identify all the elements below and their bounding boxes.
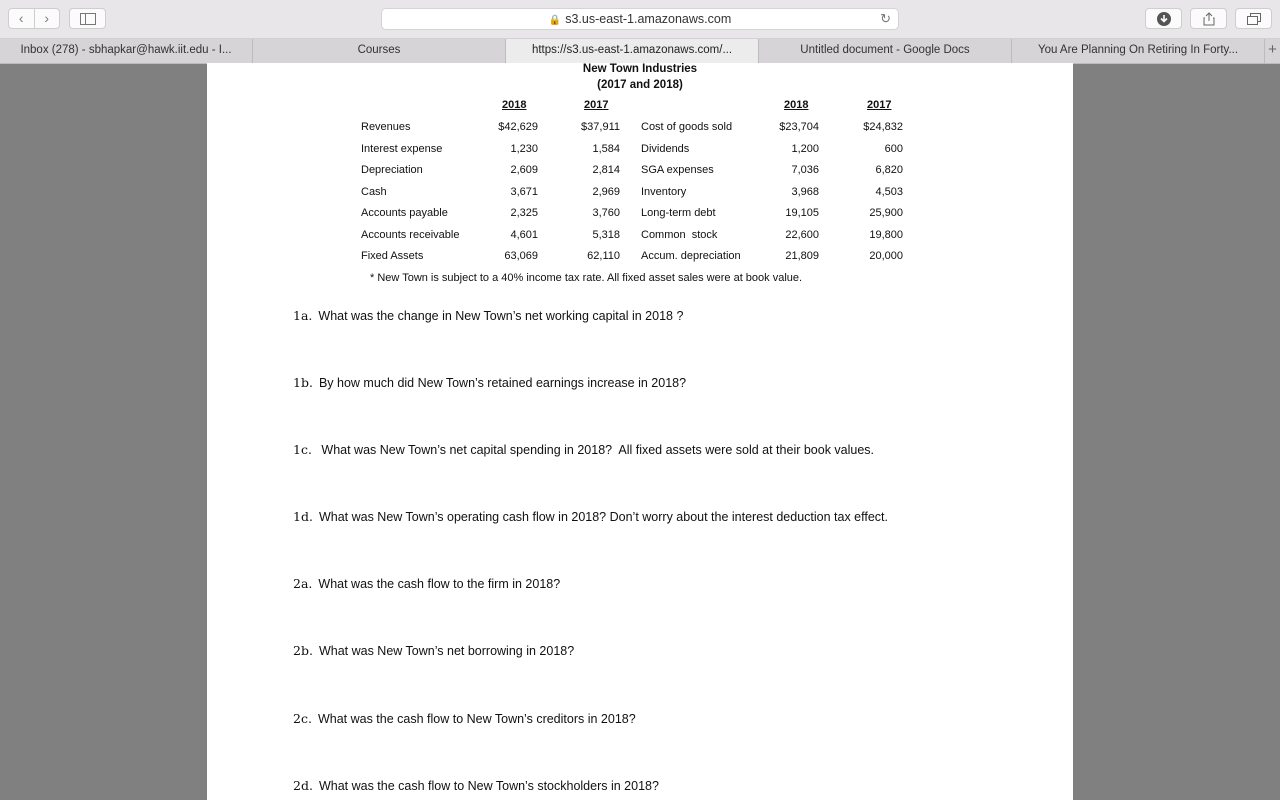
- question-number: 2b.: [293, 643, 313, 658]
- question-number: 1d.: [293, 509, 313, 524]
- question-item: [293, 778, 659, 793]
- tax-note: * New Town is subject to a 40% income tax rate. All fixed asset sales were at book value.: [370, 272, 803, 284]
- row-value-2018: 1,230: [510, 143, 538, 155]
- header-left-2018: 2018: [502, 99, 527, 111]
- row-value-2017: 19,800: [869, 229, 903, 241]
- new-tab-button[interactable]: +: [1268, 41, 1277, 58]
- lock-icon: 🔒: [548, 15, 562, 26]
- row-value-2017: 6,820: [875, 164, 903, 176]
- table-row: [207, 207, 1073, 223]
- row-value-2017: 20,000: [869, 250, 903, 262]
- header-left-2017: 2017: [584, 99, 609, 111]
- tab-retiring[interactable]: You Are Planning On Retiring In Forty...: [1012, 39, 1265, 63]
- row-label: Fixed Assets: [361, 250, 424, 262]
- question-text: By how much did New Town’s retained earnings increase in 2018?: [318, 376, 687, 390]
- tab-amazonaws[interactable]: https://s3.us-east-1.amazonaws.com/...: [506, 39, 759, 63]
- question-item: [293, 375, 686, 390]
- row-value-2017: $24,832: [863, 121, 903, 133]
- navigation-buttons: [8, 8, 60, 29]
- row-value-2017: 1,584: [592, 143, 620, 155]
- row-value-2017: 5,318: [592, 229, 620, 241]
- tab-courses[interactable]: Courses: [253, 39, 506, 63]
- row-value-2018: 4,601: [510, 229, 538, 241]
- tab-google-docs[interactable]: Untitled document - Google Docs: [759, 39, 1012, 63]
- row-value-2017: 3,760: [592, 207, 620, 219]
- sidebar-icon: [80, 13, 96, 25]
- table-row: [207, 143, 1073, 159]
- tab-inbox[interactable]: Inbox (278) - sbhapkar@hawk.iit.edu - I...: [0, 39, 253, 63]
- row-value-2018: 3,671: [510, 186, 538, 198]
- row-label: SGA expenses: [641, 164, 714, 176]
- row-label: Interest expense: [361, 143, 443, 155]
- document-title: New Town Industries: [582, 63, 698, 75]
- tab-bar: [0, 39, 1280, 64]
- question-text: What was the cash flow to New Town’s stockholders in 2018?: [318, 779, 659, 793]
- share-icon: [1203, 12, 1215, 26]
- row-value-2018: 2,609: [510, 164, 538, 176]
- question-text: What was New Town’s net borrowing in 2018?: [318, 644, 575, 658]
- question-number: 1a.: [293, 308, 313, 323]
- row-label: Revenues: [361, 121, 411, 133]
- question-item: [293, 711, 636, 726]
- question-item: [293, 576, 560, 591]
- document-page: [207, 63, 1073, 800]
- row-label: Cash: [361, 186, 387, 198]
- document-subtitle: (2017 and 2018): [597, 79, 683, 91]
- question-number: 2d.: [293, 778, 313, 793]
- row-value-2018: 19,105: [785, 207, 819, 219]
- question-number: 1c.: [293, 442, 312, 457]
- row-label: Long-term debt: [641, 207, 716, 219]
- row-label: Inventory: [641, 186, 687, 198]
- table-row: [207, 121, 1073, 137]
- row-value-2017: 62,110: [587, 250, 620, 262]
- row-label: Cost of goods sold: [641, 121, 733, 133]
- sidebar-toggle-button[interactable]: [69, 8, 106, 29]
- browser-toolbar: [0, 0, 1280, 39]
- show-tabs-button[interactable]: [1235, 8, 1272, 29]
- question-text: What was the cash flow to New Town’s creditors in 2018?: [317, 712, 636, 726]
- row-value-2018: 7,036: [791, 164, 819, 176]
- row-value-2018: $42,629: [498, 121, 538, 133]
- row-value-2018: 3,968: [791, 186, 819, 198]
- row-value-2018: 22,600: [785, 229, 819, 241]
- question-text: What was New Town’s net capital spending in 2018? All fixed assets were sold at their book values.: [317, 443, 875, 457]
- question-item: [293, 509, 888, 524]
- row-value-2018: $23,704: [779, 121, 819, 133]
- url-text: s3.us-east-1.amazonaws.com: [565, 12, 732, 26]
- table-row: [207, 229, 1073, 245]
- tabs-icon: [1247, 13, 1261, 25]
- question-number: 2c.: [293, 711, 312, 726]
- table-row: [207, 250, 1073, 266]
- row-value-2018: 63,069: [504, 250, 538, 262]
- row-label: Depreciation: [361, 164, 423, 176]
- row-value-2018: 2,325: [510, 207, 538, 219]
- row-value-2018: 21,809: [785, 250, 819, 262]
- table-row: [207, 186, 1073, 202]
- question-text: What was the change in New Town’s net working capital in 2018 ?: [318, 309, 684, 323]
- row-label: Accounts receivable: [361, 229, 460, 241]
- address-bar[interactable]: [381, 8, 899, 30]
- row-value-2017: 600: [884, 143, 903, 155]
- question-number: 2a.: [293, 576, 313, 591]
- row-value-2017: 2,969: [592, 186, 620, 198]
- row-value-2017: 25,900: [869, 207, 903, 219]
- row-label: Dividends: [641, 143, 690, 155]
- row-value-2017: 4,503: [875, 186, 903, 198]
- question-item: [293, 308, 683, 323]
- question-item: [293, 643, 574, 658]
- back-button[interactable]: ‹: [9, 9, 35, 28]
- download-icon: [1157, 12, 1171, 26]
- row-value-2017: 2,814: [592, 164, 620, 176]
- row-label: Accum. depreciation: [641, 250, 741, 262]
- question-text: What was New Town’s operating cash flow in 2018? Don’t worry about the interest deduction tax effect.: [318, 510, 889, 524]
- downloads-button[interactable]: [1145, 8, 1182, 29]
- forward-button[interactable]: ›: [44, 10, 50, 26]
- header-right-2017: 2017: [867, 99, 892, 111]
- row-value-2017: $37,911: [581, 121, 620, 133]
- table-row: [207, 164, 1073, 180]
- row-label: Accounts payable: [361, 207, 448, 219]
- row-label: Common stock: [641, 229, 718, 241]
- question-text: What was the cash flow to the firm in 2018?: [318, 577, 561, 591]
- share-button[interactable]: [1190, 8, 1227, 29]
- reload-icon[interactable]: ↻: [880, 11, 891, 26]
- question-item: [293, 442, 874, 457]
- question-number: 1b.: [293, 375, 313, 390]
- row-value-2018: 1,200: [791, 143, 819, 155]
- header-right-2018: 2018: [784, 99, 809, 111]
